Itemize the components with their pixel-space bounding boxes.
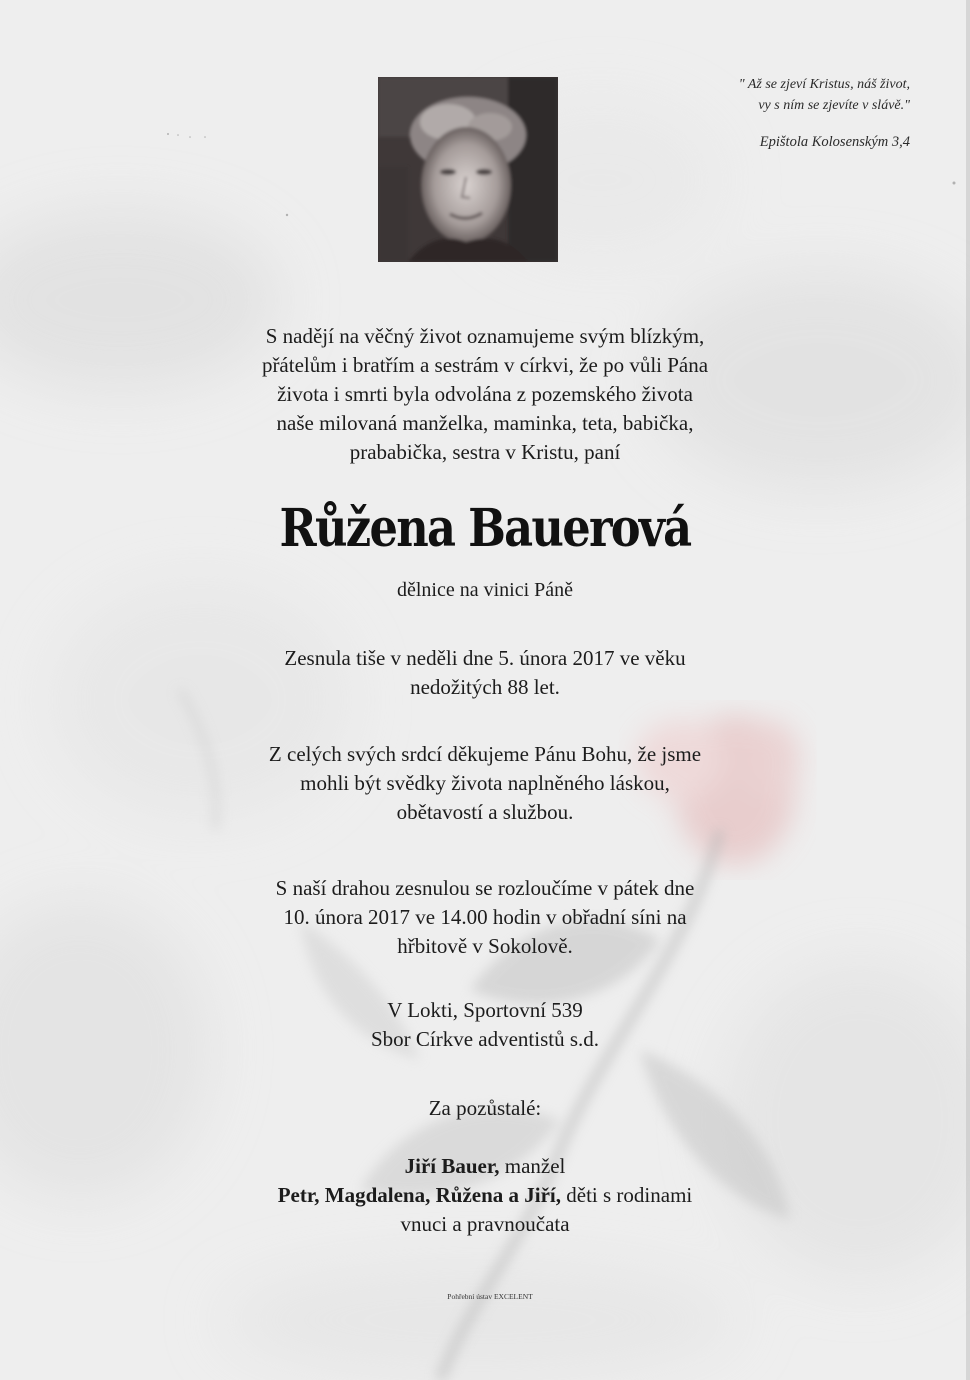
mourner-relation: děti s rodinami	[561, 1183, 693, 1207]
deceased-epithet: dělnice na vinici Páně	[396, 579, 574, 601]
mourner-name: Jiří Bauer,	[404, 1154, 500, 1178]
mourner-line	[160, 1181, 810, 1210]
quote-line-2: vy s ním se zjevíte v slávě."	[758, 98, 910, 113]
deceased-name-block	[160, 498, 810, 559]
mourner-line	[160, 1152, 810, 1181]
farewell-line: S naší drahou zesnulou se rozloučíme v pátek dne	[275, 876, 695, 900]
intro-line: S nadějí na věčný život oznamujeme svým blízkým,	[265, 324, 705, 348]
mourner-line: vnuci a pravnoučata	[400, 1212, 570, 1236]
deceased-name: Růžena Bauerová	[279, 498, 691, 559]
intro-line: prababička, sestra v Kristu, paní	[349, 440, 621, 464]
bible-quote	[650, 74, 910, 153]
thanks-paragraph	[160, 740, 810, 827]
address-block	[160, 996, 810, 1054]
quote-source: Epištola Kolosenským 3,4	[759, 134, 910, 150]
thanks-line: obětavostí a službou.	[396, 800, 574, 824]
farewell-paragraph	[160, 874, 810, 961]
portrait-photo	[378, 77, 558, 262]
address-line: V Lokti, Sportovní 539	[387, 998, 583, 1022]
death-notice-paragraph	[160, 644, 810, 702]
mourners-heading: Za pozůstalé:	[428, 1096, 542, 1120]
address-line: Sbor Církve adventistů s.d.	[370, 1027, 600, 1051]
mourner-relation: manžel	[499, 1154, 566, 1178]
farewell-line: 10. února 2017 ve 14.00 hodin v obřadní síni na	[283, 905, 687, 929]
mourners-list	[160, 1152, 810, 1239]
farewell-line: hřbitově v Sokolově.	[397, 934, 573, 958]
intro-paragraph	[160, 322, 810, 467]
thanks-line: mohli být svědky života naplněného láskou,	[300, 771, 670, 795]
intro-line: přátelům i bratřím a sestrám v církvi, že po vůli Pána	[261, 353, 709, 377]
thanks-line: Z celých svých srdcí děkujeme Pánu Bohu, že jsme	[268, 742, 702, 766]
intro-line: naše milovaná manželka, maminka, teta, babička,	[276, 411, 694, 435]
quote-line-1: " Až se zjeví Kristus, náš život,	[738, 77, 910, 92]
death-notice-line: Zesnula tiše v neděli dne 5. února 2017 ve věku	[284, 646, 686, 670]
intro-line: života i smrti byla odvolána z pozemského života	[277, 382, 693, 406]
mourner-name: Petr, Magdalena, Růžena a Jiří,	[277, 1183, 562, 1207]
funeral-service-credit: Pohřební ústav EXCELENT	[447, 1292, 533, 1301]
death-notice-line: nedožitých 88 let.	[410, 675, 560, 699]
